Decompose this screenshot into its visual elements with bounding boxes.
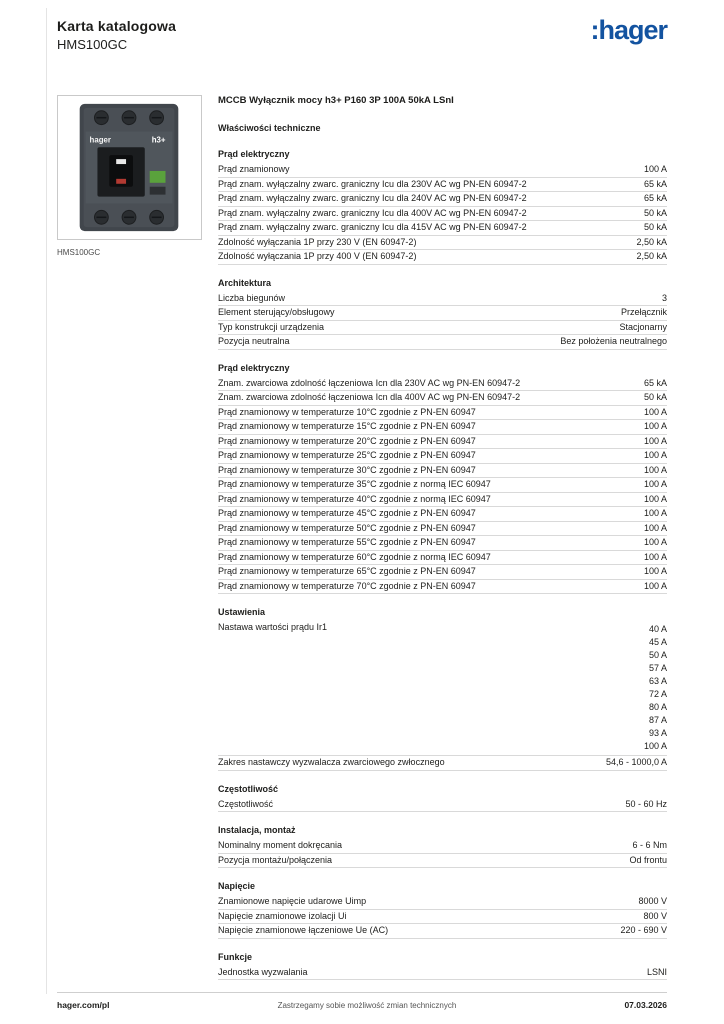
spec-row xyxy=(218,306,667,321)
product-image xyxy=(57,95,202,240)
spec-value: 100 A xyxy=(643,580,667,591)
spec-row xyxy=(218,536,667,551)
spec-value: 50 kA xyxy=(643,222,667,232)
spec-row xyxy=(218,565,667,580)
spec-section xyxy=(218,823,667,868)
spec-row xyxy=(218,292,667,307)
spec-label: Częstotliwość xyxy=(218,798,274,809)
spec-label: Typ konstrukcji urządzenia xyxy=(218,321,325,332)
page-footer xyxy=(57,992,667,1010)
spec-label: Prąd znamionowy w temperaturze 45°C zgodnie z PN-EN 60947 xyxy=(218,508,476,518)
spec-label: Prąd znamionowy w temperaturze 50°C zgodnie z PN-EN 60947 xyxy=(218,522,476,533)
product-image-caption: HMS100GC xyxy=(57,248,101,257)
section-title: Instalacja, montaż xyxy=(218,825,296,835)
spec-row xyxy=(218,406,667,421)
spec-value: 100 A xyxy=(643,464,667,475)
spec-value: 100 A xyxy=(643,435,667,446)
spec-label: Prąd znamionowy w temperaturze 40°C zgodnie z normą IEC 60947 xyxy=(218,493,491,504)
spec-label: Napięcie znamionowe izolacji Ui xyxy=(218,910,347,921)
page-header xyxy=(57,15,667,52)
spec-value: 100 A xyxy=(643,551,667,562)
svg-text:h3+: h3+ xyxy=(151,135,166,145)
spec-label: Prąd znamionowy xyxy=(218,164,290,174)
spec-row xyxy=(218,236,667,251)
hager-logo: :hager xyxy=(590,15,667,45)
spec-value: 100 A xyxy=(643,537,667,547)
spec-value-line: 63 A xyxy=(648,676,667,686)
spec-row xyxy=(218,178,667,193)
spec-value: 100 A xyxy=(643,493,667,504)
section-title: Napięcie xyxy=(218,881,256,891)
section-title: Prąd elektryczny xyxy=(218,362,290,373)
spec-value: 100 A xyxy=(643,421,667,431)
spec-value: 100 A xyxy=(643,479,667,489)
spec-row xyxy=(218,250,667,265)
spec-row xyxy=(218,551,667,566)
spec-value-line: 87 A xyxy=(648,715,667,725)
spec-label: Prąd znamionowy w temperaturze 25°C zgodnie z PN-EN 60947 xyxy=(218,450,476,460)
spec-value: 220 - 690 V xyxy=(620,925,667,935)
section-title: Częstotliwość xyxy=(218,783,279,794)
spec-row xyxy=(218,207,667,222)
spec-section xyxy=(218,950,667,981)
spec-value: 100 A xyxy=(643,522,667,533)
section-title: Prąd elektryczny xyxy=(218,149,290,159)
spec-value: 800 V xyxy=(643,910,667,921)
spec-row xyxy=(218,391,667,406)
footer-disclaimer: Zastrzegamy sobie możliwość zmian technicznych xyxy=(277,1001,457,1010)
spec-label: Znam. zwarciowa zdolność łączeniowa Icn dla 400V AC wg PN-EN 60947-2 xyxy=(218,392,521,402)
spec-value-line: 80 A xyxy=(648,702,667,712)
spec-row xyxy=(218,580,667,595)
spec-label: Zakres nastawczy wyzwalacza zwarciowego zwłocznego xyxy=(218,757,445,767)
spec-label: Znam. zwarciowa zdolność łączeniowa Icn dla 230V AC wg PN-EN 60947-2 xyxy=(218,377,521,388)
spec-row xyxy=(218,163,667,178)
spec-value: Bez położenia neutralnego xyxy=(560,336,667,346)
spec-value-line: 93 A xyxy=(648,728,667,738)
spec-row xyxy=(218,910,667,925)
product-image-column xyxy=(57,95,202,257)
spec-label: Zdolność wyłączania 1P przy 400 V (EN 60947-2) xyxy=(218,251,417,261)
spec-section xyxy=(218,147,667,265)
header-titles xyxy=(57,18,176,52)
svg-text:hager: hager xyxy=(89,135,112,145)
spec-label: Jednostka wyzwalania xyxy=(218,966,308,977)
spec-label: Prąd znamionowy w temperaturze 30°C zgodnie z PN-EN 60947 xyxy=(218,464,476,475)
spec-value: 8000 V xyxy=(638,896,667,906)
spec-value: 65 kA xyxy=(643,178,667,189)
main-content xyxy=(218,95,667,980)
spec-label: Prąd znam. wyłączalny zwarc. graniczny Icu dla 400V AC wg PN-EN 60947-2 xyxy=(218,207,527,218)
spec-value-line: 100 A xyxy=(643,741,667,751)
mccb-breaker-illustration xyxy=(58,95,201,240)
spec-label: Nominalny moment dokręcania xyxy=(218,840,343,850)
spec-row xyxy=(218,493,667,508)
spec-label: Prąd znamionowy w temperaturze 35°C zgodnie z normą IEC 60947 xyxy=(218,479,491,489)
section-title: Architektura xyxy=(218,277,272,288)
spec-value-line: 50 A xyxy=(648,650,667,660)
spec-label: Liczba biegunów xyxy=(218,292,286,303)
spec-value: 100 A xyxy=(643,508,667,518)
spec-label: Prąd znam. wyłączalny zwarc. graniczny Icu dla 230V AC wg PN-EN 60947-2 xyxy=(218,178,527,189)
spec-row xyxy=(218,335,667,350)
spec-row xyxy=(218,449,667,464)
spec-label: Prąd znamionowy w temperaturze 15°C zgodnie z PN-EN 60947 xyxy=(218,421,476,431)
spec-value: 50 kA xyxy=(643,392,667,402)
section-title: Funkcje xyxy=(218,951,253,962)
spec-label: Pozycja montażu/połączenia xyxy=(218,854,333,865)
spec-label: Prąd znam. wyłączalny zwarc. graniczny Icu dla 415V AC wg PN-EN 60947-2 xyxy=(218,222,527,232)
spec-label: Nastawa wartości prądu Ir1 xyxy=(218,622,328,632)
spec-row xyxy=(218,839,667,854)
spec-row xyxy=(218,435,667,450)
spec-value-line: 40 A xyxy=(648,624,667,634)
spec-value: 65 kA xyxy=(643,193,667,203)
spec-value: Przełącznik xyxy=(620,307,667,317)
spec-row xyxy=(218,924,667,939)
spec-row xyxy=(218,507,667,522)
page-edge-line xyxy=(46,8,47,994)
spec-value: Stacjonarny xyxy=(619,321,667,332)
spec-value: 100 A xyxy=(643,450,667,460)
spec-label: Element sterujący/obsługowy xyxy=(218,307,335,317)
spec-value: 6 - 6 Nm xyxy=(632,840,667,850)
spec-value: 54,6 - 1000,0 A xyxy=(605,757,667,767)
spec-section xyxy=(218,361,667,595)
spec-section xyxy=(218,879,667,939)
spec-label: Prąd znamionowy w temperaturze 70°C zgodnie z PN-EN 60947 xyxy=(218,580,476,591)
spec-value: 2,50 kA xyxy=(636,251,667,261)
spec-value-line: 57 A xyxy=(648,663,667,673)
header-product-code: HMS100GC xyxy=(57,37,128,52)
spec-value: 100 A xyxy=(643,164,667,174)
spec-value: 50 - 60 Hz xyxy=(625,798,667,809)
spec-value xyxy=(644,623,667,753)
spec-value: 3 xyxy=(661,292,667,303)
footer-website: hager.com/pl xyxy=(57,1000,110,1010)
spec-section xyxy=(218,276,667,350)
document-type-title: Karta katalogowa xyxy=(57,18,177,34)
technical-properties-heading: Właściwości techniczne xyxy=(218,123,321,133)
spec-label: Napięcie znamionowe łączeniowe Ue (AC) xyxy=(218,925,389,935)
spec-value: 50 kA xyxy=(643,207,667,218)
spec-label: Prąd znamionowy w temperaturze 65°C zgodnie z PN-EN 60947 xyxy=(218,566,476,576)
spec-value: 65 kA xyxy=(643,377,667,388)
spec-row xyxy=(218,966,667,981)
spec-row xyxy=(218,621,667,756)
spec-row xyxy=(218,192,667,207)
spec-value: 100 A xyxy=(643,406,667,417)
spec-row xyxy=(218,464,667,479)
spec-row xyxy=(218,798,667,813)
spec-value: LSNI xyxy=(646,966,667,977)
product-title: MCCB Wyłącznik mocy h3+ P160 3P 100A 50kA LSnI xyxy=(218,95,454,106)
spec-row xyxy=(218,756,667,771)
spec-table xyxy=(218,147,667,980)
spec-label: Prąd znamionowy w temperaturze 60°C zgodnie z normą IEC 60947 xyxy=(218,551,491,562)
spec-row xyxy=(218,221,667,236)
spec-value: Od frontu xyxy=(629,854,667,865)
spec-label: Prąd znam. wyłączalny zwarc. graniczny Icu dla 240V AC wg PN-EN 60947-2 xyxy=(218,193,527,203)
spec-value-line: 45 A xyxy=(648,637,667,647)
spec-label: Prąd znamionowy w temperaturze 10°C zgodnie z PN-EN 60947 xyxy=(218,406,476,417)
spec-row xyxy=(218,895,667,910)
section-title: Ustawienia xyxy=(218,607,266,617)
spec-row xyxy=(218,522,667,537)
spec-label: Znamionowe napięcie udarowe Uimp xyxy=(218,896,367,906)
spec-row xyxy=(218,478,667,493)
spec-value: 2,50 kA xyxy=(636,236,667,247)
spec-label: Pozycja neutralna xyxy=(218,336,290,346)
spec-value: 100 A xyxy=(643,566,667,576)
spec-label: Prąd znamionowy w temperaturze 55°C zgodnie z PN-EN 60947 xyxy=(218,537,476,547)
spec-value-line: 72 A xyxy=(648,689,667,699)
spec-row xyxy=(218,377,667,392)
spec-label: Prąd znamionowy w temperaturze 20°C zgodnie z PN-EN 60947 xyxy=(218,435,476,446)
spec-section xyxy=(218,782,667,813)
footer-date: 07.03.2026 xyxy=(624,1000,667,1010)
spec-row xyxy=(218,854,667,869)
spec-label: Zdolność wyłączania 1P przy 230 V (EN 60947-2) xyxy=(218,236,417,247)
spec-section xyxy=(218,605,667,771)
spec-row xyxy=(218,420,667,435)
spec-row xyxy=(218,321,667,336)
